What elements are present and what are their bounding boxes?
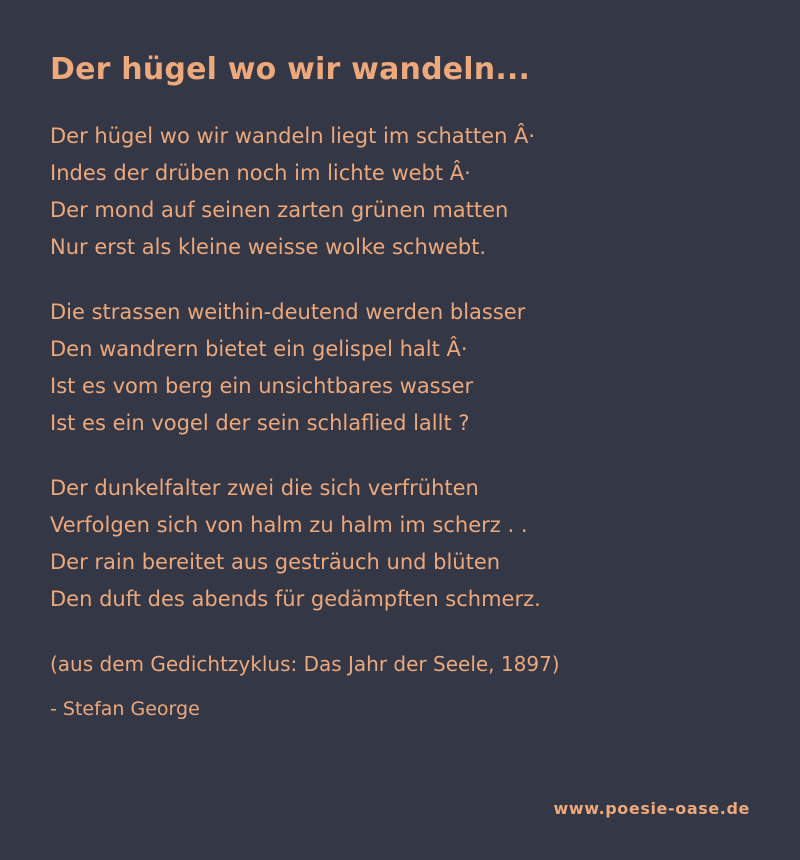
poem-source: (aus dem Gedichtzyklus: Das Jahr der Seele, 1897) <box>50 652 560 676</box>
poem-line: Der dunkelfalter zwei die sich verfrühten <box>50 476 479 500</box>
poem-line: Der mond auf seinen zarten grünen matten <box>50 198 509 222</box>
site-watermark: www.poesie-oase.de <box>553 799 750 818</box>
poem-line: Den wandrern bietet ein gelispel halt Â· <box>50 337 468 361</box>
attribution-block <box>50 646 750 724</box>
poem-line: Die strassen weithin-deutend werden blasser <box>50 300 526 324</box>
poem-stanza <box>50 118 750 266</box>
poem-line: Den duft des abends für gedämpften schmerz. <box>50 587 541 611</box>
poem-line: Der hügel wo wir wandeln liegt im schatten Â· <box>50 124 536 148</box>
poem-line: Nur erst als kleine weisse wolke schwebt. <box>50 235 487 259</box>
poem-line: Verfolgen sich von halm zu halm im scherz . . <box>50 513 528 537</box>
poem-stanza <box>50 294 750 442</box>
poem-line: Indes der drüben noch im lichte webt Â· <box>50 161 471 185</box>
poem-author: - Stefan George <box>50 698 200 720</box>
poem-stanza <box>50 470 750 618</box>
poem-line: Ist es vom berg ein unsichtbares wasser <box>50 374 474 398</box>
poem-line: Der rain bereitet aus gesträuch und blüten <box>50 550 501 574</box>
page-title: Der hügel wo wir wandeln... <box>50 52 531 87</box>
poem-line: Ist es ein vogel der sein schlaflied lallt ? <box>50 411 470 435</box>
